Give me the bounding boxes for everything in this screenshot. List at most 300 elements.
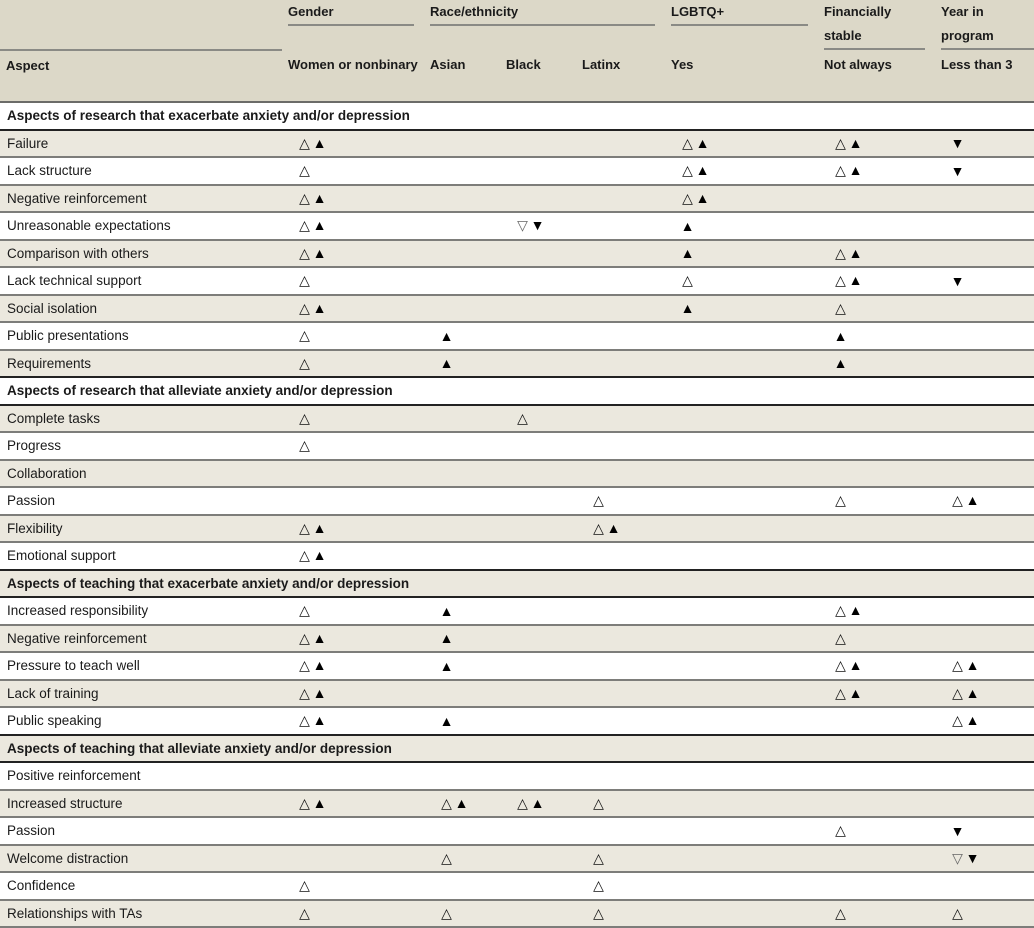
- up-filled-triangle-icon: ▲: [312, 299, 327, 316]
- cell-latinx: [576, 542, 665, 570]
- cell-not-always: [818, 515, 935, 543]
- column-header-aspect: Aspect: [0, 50, 282, 102]
- cell-latinx: [576, 267, 665, 295]
- up-hollow-triangle-icon: △: [299, 162, 310, 179]
- cell-women-nonbinary: [282, 625, 424, 653]
- cell-asian: [424, 542, 500, 570]
- up-hollow-triangle-icon: △: [835, 299, 846, 316]
- up-filled-triangle-icon: ▲: [695, 189, 710, 206]
- cell-lgbtq-yes: [665, 872, 818, 900]
- cell-less-than-3: [935, 185, 1034, 213]
- cell-women-nonbinary: [282, 322, 424, 350]
- cell-less-than-3: [935, 790, 1034, 818]
- down-filled-triangle-icon: ▼: [530, 217, 545, 234]
- up-hollow-triangle-icon: △: [835, 492, 846, 509]
- cell-not-always: [818, 625, 935, 653]
- cell-latinx: [576, 487, 665, 515]
- table-row: [0, 680, 1034, 708]
- section-header-row: [0, 735, 1034, 763]
- cell-not-always: [818, 817, 935, 845]
- up-hollow-triangle-icon: △: [835, 657, 846, 674]
- table-row: [0, 460, 1034, 488]
- group-header-empty: [0, 0, 282, 50]
- group-label: Financially stable: [824, 0, 925, 50]
- cell-lgbtq-yes: [665, 652, 818, 680]
- cell-lgbtq-yes: [665, 295, 818, 323]
- cell-less-than-3: [935, 872, 1034, 900]
- cell-less-than-3: [935, 597, 1034, 625]
- cell-women-nonbinary: [282, 212, 424, 240]
- column-header-asian: Asian: [424, 50, 500, 102]
- up-hollow-triangle-icon: △: [299, 354, 310, 371]
- cell-less-than-3: [935, 487, 1034, 515]
- aspect-cell: Public speaking: [0, 707, 282, 735]
- aspect-cell: Relationships with TAs: [0, 900, 282, 928]
- up-hollow-triangle-icon: △: [299, 409, 310, 426]
- cell-lgbtq-yes: [665, 625, 818, 653]
- cell-black: [500, 790, 576, 818]
- cell-lgbtq-yes: [665, 157, 818, 185]
- cell-latinx: [576, 900, 665, 928]
- up-filled-triangle-icon: ▲: [965, 657, 980, 674]
- cell-women-nonbinary: [282, 680, 424, 708]
- up-hollow-triangle-icon: △: [441, 794, 452, 811]
- cell-women-nonbinary: [282, 185, 424, 213]
- up-hollow-triangle-icon: △: [593, 519, 604, 536]
- cell-not-always: [818, 212, 935, 240]
- up-hollow-triangle-icon: △: [952, 684, 963, 701]
- up-filled-triangle-icon: ▲: [312, 657, 327, 674]
- down-filled-triangle-icon: ▼: [950, 162, 965, 179]
- table-row: [0, 185, 1034, 213]
- up-hollow-triangle-icon: △: [835, 162, 846, 179]
- aspect-cell: Emotional support: [0, 542, 282, 570]
- cell-not-always: [818, 790, 935, 818]
- cell-black: [500, 322, 576, 350]
- up-filled-triangle-icon: ▲: [312, 794, 327, 811]
- aspect-cell: Confidence: [0, 872, 282, 900]
- up-filled-triangle-icon: ▲: [848, 134, 863, 151]
- up-filled-triangle-icon: ▲: [695, 134, 710, 151]
- up-hollow-triangle-icon: △: [299, 657, 310, 674]
- section-title: Aspects of research that exacerbate anxiety and/or depression: [0, 102, 1034, 130]
- cell-latinx: [576, 405, 665, 433]
- aspect-cell: Failure: [0, 130, 282, 158]
- aspect-cell: Welcome distraction: [0, 845, 282, 873]
- up-hollow-triangle-icon: △: [299, 629, 310, 646]
- table-row: [0, 900, 1034, 928]
- up-filled-triangle-icon: ▲: [848, 657, 863, 674]
- up-hollow-triangle-icon: △: [299, 877, 310, 894]
- table-row: [0, 157, 1034, 185]
- up-hollow-triangle-icon: △: [299, 904, 310, 921]
- up-filled-triangle-icon: ▲: [439, 327, 454, 344]
- cell-not-always: [818, 900, 935, 928]
- cell-latinx: [576, 652, 665, 680]
- up-hollow-triangle-icon: △: [593, 794, 604, 811]
- up-hollow-triangle-icon: △: [299, 272, 310, 289]
- cell-less-than-3: [935, 405, 1034, 433]
- cell-not-always: [818, 680, 935, 708]
- up-hollow-triangle-icon: △: [299, 602, 310, 619]
- up-filled-triangle-icon: ▲: [833, 327, 848, 344]
- cell-lgbtq-yes: [665, 185, 818, 213]
- table-row: [0, 542, 1034, 570]
- table-row: [0, 515, 1034, 543]
- cell-black: [500, 240, 576, 268]
- cell-women-nonbinary: [282, 597, 424, 625]
- up-hollow-triangle-icon: △: [441, 849, 452, 866]
- up-hollow-triangle-icon: △: [299, 684, 310, 701]
- up-hollow-triangle-icon: △: [835, 272, 846, 289]
- table-row: [0, 350, 1034, 378]
- cell-lgbtq-yes: [665, 487, 818, 515]
- up-filled-triangle-icon: ▲: [965, 492, 980, 509]
- table-row: [0, 652, 1034, 680]
- cell-latinx: [576, 817, 665, 845]
- cell-not-always: [818, 542, 935, 570]
- cell-black: [500, 130, 576, 158]
- table-row: [0, 432, 1034, 460]
- aspect-cell: Complete tasks: [0, 405, 282, 433]
- aspect-cell: Flexibility: [0, 515, 282, 543]
- aspect-cell: Requirements: [0, 350, 282, 378]
- cell-women-nonbinary: [282, 487, 424, 515]
- cell-lgbtq-yes: [665, 130, 818, 158]
- cell-not-always: [818, 845, 935, 873]
- up-filled-triangle-icon: ▲: [965, 684, 980, 701]
- cell-lgbtq-yes: [665, 542, 818, 570]
- cell-black: [500, 707, 576, 735]
- cell-women-nonbinary: [282, 900, 424, 928]
- cell-black: [500, 817, 576, 845]
- aspect-cell: Pressure to teach well: [0, 652, 282, 680]
- up-filled-triangle-icon: ▲: [312, 244, 327, 261]
- aspect-cell: Lack technical support: [0, 267, 282, 295]
- up-filled-triangle-icon: ▲: [848, 162, 863, 179]
- cell-not-always: [818, 322, 935, 350]
- cell-lgbtq-yes: [665, 240, 818, 268]
- up-hollow-triangle-icon: △: [835, 822, 846, 839]
- aspect-cell: Collaboration: [0, 460, 282, 488]
- table-row: [0, 817, 1034, 845]
- up-hollow-triangle-icon: △: [299, 189, 310, 206]
- cell-less-than-3: [935, 817, 1034, 845]
- cell-latinx: [576, 130, 665, 158]
- cell-women-nonbinary: [282, 130, 424, 158]
- cell-less-than-3: [935, 845, 1034, 873]
- table-row: [0, 267, 1034, 295]
- up-filled-triangle-icon: ▲: [680, 217, 695, 234]
- cell-less-than-3: [935, 212, 1034, 240]
- cell-not-always: [818, 405, 935, 433]
- cell-asian: [424, 845, 500, 873]
- up-hollow-triangle-icon: △: [835, 904, 846, 921]
- cell-latinx: [576, 762, 665, 790]
- cell-latinx: [576, 680, 665, 708]
- cell-latinx: [576, 790, 665, 818]
- cell-black: [500, 625, 576, 653]
- column-header-not-always: Not always: [818, 50, 935, 102]
- cell-lgbtq-yes: [665, 707, 818, 735]
- aspect-cell: Negative reinforcement: [0, 625, 282, 653]
- up-hollow-triangle-icon: △: [593, 904, 604, 921]
- up-hollow-triangle-icon: △: [299, 244, 310, 261]
- cell-lgbtq-yes: [665, 405, 818, 433]
- cell-asian: [424, 460, 500, 488]
- table-header: [0, 0, 1034, 102]
- cell-less-than-3: [935, 652, 1034, 680]
- up-filled-triangle-icon: ▲: [606, 519, 621, 536]
- up-hollow-triangle-icon: △: [593, 849, 604, 866]
- aspect-cell: Lack structure: [0, 157, 282, 185]
- aspect-cell: Lack of training: [0, 680, 282, 708]
- cell-black: [500, 350, 576, 378]
- cell-not-always: [818, 130, 935, 158]
- cell-latinx: [576, 322, 665, 350]
- cell-asian: [424, 432, 500, 460]
- group-header-gender: [282, 0, 424, 50]
- cell-black: [500, 185, 576, 213]
- up-filled-triangle-icon: ▲: [312, 684, 327, 701]
- cell-less-than-3: [935, 267, 1034, 295]
- cell-lgbtq-yes: [665, 267, 818, 295]
- table-row: [0, 872, 1034, 900]
- table-row: [0, 487, 1034, 515]
- up-filled-triangle-icon: ▲: [312, 712, 327, 729]
- cell-lgbtq-yes: [665, 350, 818, 378]
- section-header-row: [0, 377, 1034, 405]
- cell-women-nonbinary: [282, 460, 424, 488]
- column-header-lgbtq-yes: Yes: [665, 50, 818, 102]
- table-row: [0, 707, 1034, 735]
- cell-asian: [424, 212, 500, 240]
- cell-black: [500, 845, 576, 873]
- cell-women-nonbinary: [282, 267, 424, 295]
- cell-black: [500, 432, 576, 460]
- cell-latinx: [576, 295, 665, 323]
- cell-asian: [424, 405, 500, 433]
- up-filled-triangle-icon: ▲: [680, 245, 695, 262]
- up-hollow-triangle-icon: △: [299, 217, 310, 234]
- cell-less-than-3: [935, 515, 1034, 543]
- cell-asian: [424, 762, 500, 790]
- cell-asian: [424, 597, 500, 625]
- cell-asian: [424, 515, 500, 543]
- cell-asian: [424, 625, 500, 653]
- cell-less-than-3: [935, 130, 1034, 158]
- up-hollow-triangle-icon: △: [682, 134, 693, 151]
- cell-latinx: [576, 872, 665, 900]
- cell-less-than-3: [935, 542, 1034, 570]
- cell-lgbtq-yes: [665, 845, 818, 873]
- group-label: Year in program: [941, 0, 1034, 50]
- group-header-race: [424, 0, 665, 50]
- up-hollow-triangle-icon: △: [835, 244, 846, 261]
- section-title: Aspects of research that alleviate anxiety and/or depression: [0, 377, 1034, 405]
- cell-black: [500, 542, 576, 570]
- up-hollow-triangle-icon: △: [299, 519, 310, 536]
- cell-not-always: [818, 157, 935, 185]
- up-filled-triangle-icon: ▲: [439, 630, 454, 647]
- cell-not-always: [818, 597, 935, 625]
- cell-women-nonbinary: [282, 790, 424, 818]
- cell-women-nonbinary: [282, 652, 424, 680]
- cell-less-than-3: [935, 680, 1034, 708]
- up-filled-triangle-icon: ▲: [439, 657, 454, 674]
- cell-black: [500, 460, 576, 488]
- cell-latinx: [576, 625, 665, 653]
- cell-black: [500, 597, 576, 625]
- group-header-row: [0, 0, 1034, 50]
- cell-asian: [424, 487, 500, 515]
- cell-not-always: [818, 762, 935, 790]
- cell-asian: [424, 350, 500, 378]
- cell-black: [500, 212, 576, 240]
- cell-women-nonbinary: [282, 515, 424, 543]
- cell-not-always: [818, 460, 935, 488]
- up-hollow-triangle-icon: △: [835, 602, 846, 619]
- table-row: [0, 762, 1034, 790]
- cell-lgbtq-yes: [665, 900, 818, 928]
- table-row: [0, 295, 1034, 323]
- cell-less-than-3: [935, 322, 1034, 350]
- cell-women-nonbinary: [282, 872, 424, 900]
- up-hollow-triangle-icon: △: [299, 547, 310, 564]
- column-header-less-than-3: Less than 3: [935, 50, 1034, 102]
- up-hollow-triangle-icon: △: [952, 904, 963, 921]
- up-filled-triangle-icon: ▲: [439, 355, 454, 372]
- cell-not-always: [818, 487, 935, 515]
- cell-lgbtq-yes: [665, 790, 818, 818]
- cell-latinx: [576, 707, 665, 735]
- cell-women-nonbinary: [282, 845, 424, 873]
- down-filled-triangle-icon: ▼: [950, 822, 965, 839]
- up-filled-triangle-icon: ▲: [848, 244, 863, 261]
- up-hollow-triangle-icon: △: [593, 877, 604, 894]
- cell-women-nonbinary: [282, 707, 424, 735]
- cell-less-than-3: [935, 240, 1034, 268]
- cell-not-always: [818, 350, 935, 378]
- cell-women-nonbinary: [282, 762, 424, 790]
- aspect-cell: Negative reinforcement: [0, 185, 282, 213]
- up-hollow-triangle-icon: △: [952, 492, 963, 509]
- cell-women-nonbinary: [282, 817, 424, 845]
- up-hollow-triangle-icon: △: [952, 657, 963, 674]
- up-hollow-triangle-icon: △: [441, 904, 452, 921]
- down-hollow-triangle-icon: ▽: [517, 217, 528, 234]
- up-filled-triangle-icon: ▲: [848, 602, 863, 619]
- cell-asian: [424, 817, 500, 845]
- cell-latinx: [576, 240, 665, 268]
- cell-asian: [424, 267, 500, 295]
- up-hollow-triangle-icon: △: [299, 712, 310, 729]
- cell-latinx: [576, 597, 665, 625]
- table-row: [0, 845, 1034, 873]
- up-filled-triangle-icon: ▲: [454, 794, 469, 811]
- up-filled-triangle-icon: ▲: [312, 519, 327, 536]
- cell-not-always: [818, 185, 935, 213]
- cell-latinx: [576, 515, 665, 543]
- up-filled-triangle-icon: ▲: [680, 300, 695, 317]
- up-filled-triangle-icon: ▲: [439, 602, 454, 619]
- cell-women-nonbinary: [282, 350, 424, 378]
- up-filled-triangle-icon: ▲: [312, 217, 327, 234]
- table-row: [0, 405, 1034, 433]
- cell-women-nonbinary: [282, 542, 424, 570]
- cell-lgbtq-yes: [665, 515, 818, 543]
- down-filled-triangle-icon: ▼: [965, 849, 980, 866]
- cell-asian: [424, 872, 500, 900]
- up-hollow-triangle-icon: △: [682, 272, 693, 289]
- aspect-cell: Social isolation: [0, 295, 282, 323]
- cell-less-than-3: [935, 762, 1034, 790]
- cell-women-nonbinary: [282, 240, 424, 268]
- up-filled-triangle-icon: ▲: [312, 547, 327, 564]
- cell-asian: [424, 240, 500, 268]
- section-title: Aspects of teaching that exacerbate anxiety and/or depression: [0, 570, 1034, 598]
- aspect-cell: Progress: [0, 432, 282, 460]
- aspect-cell: Increased responsibility: [0, 597, 282, 625]
- down-hollow-triangle-icon: ▽: [952, 849, 963, 866]
- section-title: Aspects of teaching that alleviate anxiety and/or depression: [0, 735, 1034, 763]
- up-filled-triangle-icon: ▲: [848, 684, 863, 701]
- table-row: [0, 130, 1034, 158]
- down-filled-triangle-icon: ▼: [950, 272, 965, 289]
- cell-black: [500, 487, 576, 515]
- up-filled-triangle-icon: ▲: [530, 794, 545, 811]
- group-header-lgbtq: [665, 0, 818, 50]
- cell-black: [500, 680, 576, 708]
- cell-less-than-3: [935, 900, 1034, 928]
- cell-asian: [424, 185, 500, 213]
- table-row: [0, 240, 1034, 268]
- aspect-cell: Positive reinforcement: [0, 762, 282, 790]
- up-hollow-triangle-icon: △: [593, 492, 604, 509]
- down-filled-triangle-icon: ▼: [950, 135, 965, 152]
- up-hollow-triangle-icon: △: [835, 684, 846, 701]
- aspect-cell: Comparison with others: [0, 240, 282, 268]
- cell-lgbtq-yes: [665, 432, 818, 460]
- cell-asian: [424, 652, 500, 680]
- cell-latinx: [576, 460, 665, 488]
- table-row: [0, 625, 1034, 653]
- section-header-row: [0, 102, 1034, 130]
- table-body: [0, 102, 1034, 927]
- cell-less-than-3: [935, 432, 1034, 460]
- column-header-row: [0, 50, 1034, 102]
- cell-latinx: [576, 185, 665, 213]
- cell-asian: [424, 900, 500, 928]
- cell-women-nonbinary: [282, 432, 424, 460]
- cell-latinx: [576, 350, 665, 378]
- up-hollow-triangle-icon: △: [517, 794, 528, 811]
- cell-asian: [424, 322, 500, 350]
- cell-women-nonbinary: [282, 405, 424, 433]
- up-hollow-triangle-icon: △: [299, 299, 310, 316]
- up-hollow-triangle-icon: △: [299, 327, 310, 344]
- up-hollow-triangle-icon: △: [682, 189, 693, 206]
- cell-less-than-3: [935, 625, 1034, 653]
- up-filled-triangle-icon: ▲: [965, 712, 980, 729]
- cell-asian: [424, 707, 500, 735]
- cell-not-always: [818, 872, 935, 900]
- up-filled-triangle-icon: ▲: [695, 162, 710, 179]
- up-hollow-triangle-icon: △: [517, 409, 528, 426]
- up-hollow-triangle-icon: △: [835, 134, 846, 151]
- aspect-cell: Public presentations: [0, 322, 282, 350]
- cell-black: [500, 157, 576, 185]
